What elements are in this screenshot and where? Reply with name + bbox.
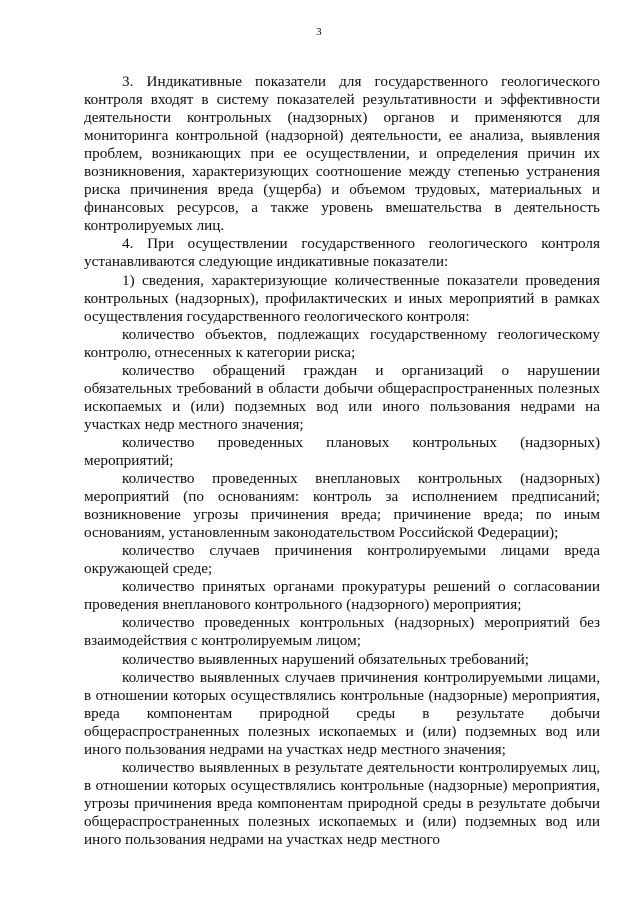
list-item: количество проведенных контрольных (надзорных) мероприятий без взаимодействия с контролируемым лицом;: [84, 614, 600, 650]
list-item: количество выявленных нарушений обязательных требований;: [122, 650, 529, 668]
list-item: количество принятых органами прокуратуры решений о согласовании проведения внепланового контрольного (надзорного) мероприятия;: [84, 578, 600, 614]
paragraph-quantitative-info: 1) сведения, характеризующие количественные показатели проведения контрольных (надзорных), профилактических и иных мероприятий в рамках осуществления государственного геологического контроля:: [84, 271, 600, 325]
list-item: количество проведенных внеплановых контрольных (надзорных) мероприятий (по основаниям: контроль за исполнением предписаний; возникновение угрозы причинения вреда; причинение вреда; по иным основаниям, установленным законодательством Российской Федерации);: [84, 470, 600, 542]
paragraph-indicators-established: 4. При осуществлении государственного геологического контроля устанавливаются следующие индикативные показатели:: [84, 235, 600, 271]
list-item: количество выявленных случаев причинения контролируемыми лицами, в отношении которых осуществлялись контрольные (надзорные) мероприятия, вреда компонентам природной среды в результате добычи общераспространенных полезных ископаемых и (или) подземных вод или иного пользования недрами на участках недр местного значения;: [84, 668, 600, 758]
paragraph-indicators-purpose: 3. Индикативные показатели для государственного геологического контроля входят в систему показателей результативности и эффективности деятельности контрольных (надзорных) органов и применяются для мониторинга контрольной (надзорной) деятельности, ее анализа, выявления проблем, возникающих при ее осуществлении, и определения причин их возникновения, характеризующих соотношение между степенью устранения риска причинения вреда (ущерба) и объемом трудовых, материальных и финансовых ресурсов, а также уровень вмешательства в деятельность контролируемых лиц.: [84, 73, 600, 235]
page-number: 3: [316, 26, 322, 38]
list-item: количество выявленных в результате деятельности контролируемых лиц, в отношении которых осуществлялись контрольные (надзорные) мероприятия, угрозы причинения вреда компонентам природной среды в результате добычи общераспространенных полезных ископаемых и (или) подземных вод или иного пользования недрами на участках недр местного: [84, 758, 600, 848]
list-item: количество объектов, подлежащих государственному геологическому контролю, отнесенных к категории риска;: [84, 325, 600, 361]
document-body: [84, 73, 600, 849]
list-item: количество проведенных плановых контрольных (надзорных) мероприятий;: [84, 433, 600, 469]
list-item: количество случаев причинения контролируемыми лицами вреда окружающей среде;: [84, 542, 600, 578]
list-item: количество обращений граждан и организаций о нарушении обязательных требований в области добычи общераспространенных полезных ископаемых и (или) подземных вод или иного пользования недрами на участках недр местного значения;: [84, 361, 600, 433]
